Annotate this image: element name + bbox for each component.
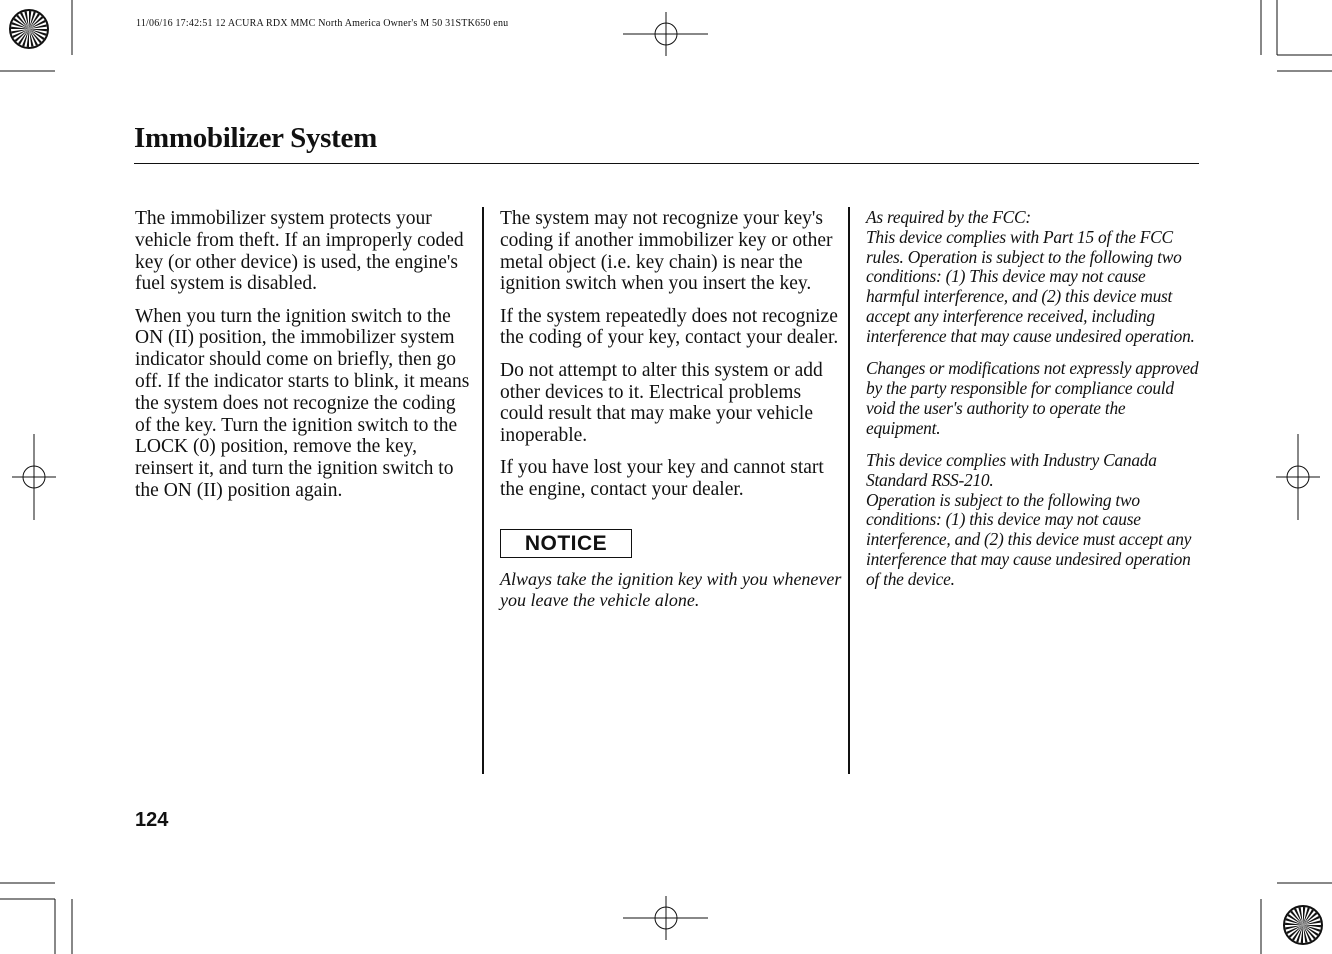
column-divider-1	[482, 207, 484, 774]
column-middle	[500, 208, 842, 612]
paragraph-key-coding: The system may not recognize your key's coding if another immobilizer key or other metal object (i.e. key chain) is near the ignition switch when you insert the key.	[500, 208, 833, 295]
starburst-mark-top-left	[10, 10, 48, 48]
print-info-header: 11/06/16 17:42:51 12 ACURA RDX MMC North America Owner's M 50 31STK650 enu	[136, 18, 509, 29]
paragraph-lost-key: If you have lost your key and cannot start the engine, contact your dealer.	[500, 457, 824, 501]
ic-heading: This device complies with Industry Canada Standard RSS-210.	[866, 449, 1157, 490]
title-divider	[134, 163, 1199, 164]
changes-warning: Changes or modifications not expressly approved by the party responsible for compliance could void the user's authority to operate the equipment.	[866, 358, 1199, 438]
paragraph-contact-dealer: If the system repeatedly does not recognize the coding of your key, contact your dealer.	[500, 305, 839, 349]
ic-text: Operation is subject to the following two conditions: (1) this device may not cause interference, and (2) this device must accept any interference that may cause undesired operation of the device.	[866, 489, 1192, 589]
column-right	[866, 208, 1202, 602]
notice-label: NOTICE	[500, 529, 632, 558]
fcc-statement	[866, 208, 1202, 347]
crosshair-left	[12, 434, 56, 520]
crosshair-top	[623, 12, 708, 56]
paragraph-system-protects: The immobilizer system protects your vehicle from theft. If an improperly coded key (or other device) is used, the engine's fuel system is disabled.	[135, 208, 464, 295]
page-number: 124	[135, 809, 169, 831]
column-left	[135, 208, 471, 512]
fcc-text: This device complies with Part 15 of the FCC rules. Operation is subject to the following two conditions: (1) This device may not cause harmful interference, and (2) this device must accept any interference received, including interference that may cause undesired operation.	[866, 226, 1195, 346]
fcc-heading: As required by the FCC:	[866, 207, 1031, 227]
crosshair-right	[1276, 434, 1320, 520]
paragraph-do-not-alter: Do not attempt to alter this system or add other devices to it. Electrical problems could result that may make your vehicle inoperable.	[500, 359, 823, 447]
crosshair-bottom	[623, 896, 708, 940]
industry-canada-statement	[866, 451, 1202, 590]
column-divider-2	[848, 207, 850, 774]
starburst-mark-bottom-right	[1284, 906, 1322, 944]
notice-text: Always take the ignition key with you whenever you leave the vehicle alone.	[500, 568, 842, 611]
page-title: Immobilizer System	[134, 122, 377, 154]
paragraph-ignition-on: When you turn the ignition switch to the ON (II) position, the immobilizer system indicator should come on briefly, then go off. If the indicator starts to blink, it means the system does not recognize the coding of the key. Turn the ignition switch to the LOCK (0) position, remove the key, reinsert it, and turn the ignition switch to the ON (II) position again.	[135, 305, 470, 502]
